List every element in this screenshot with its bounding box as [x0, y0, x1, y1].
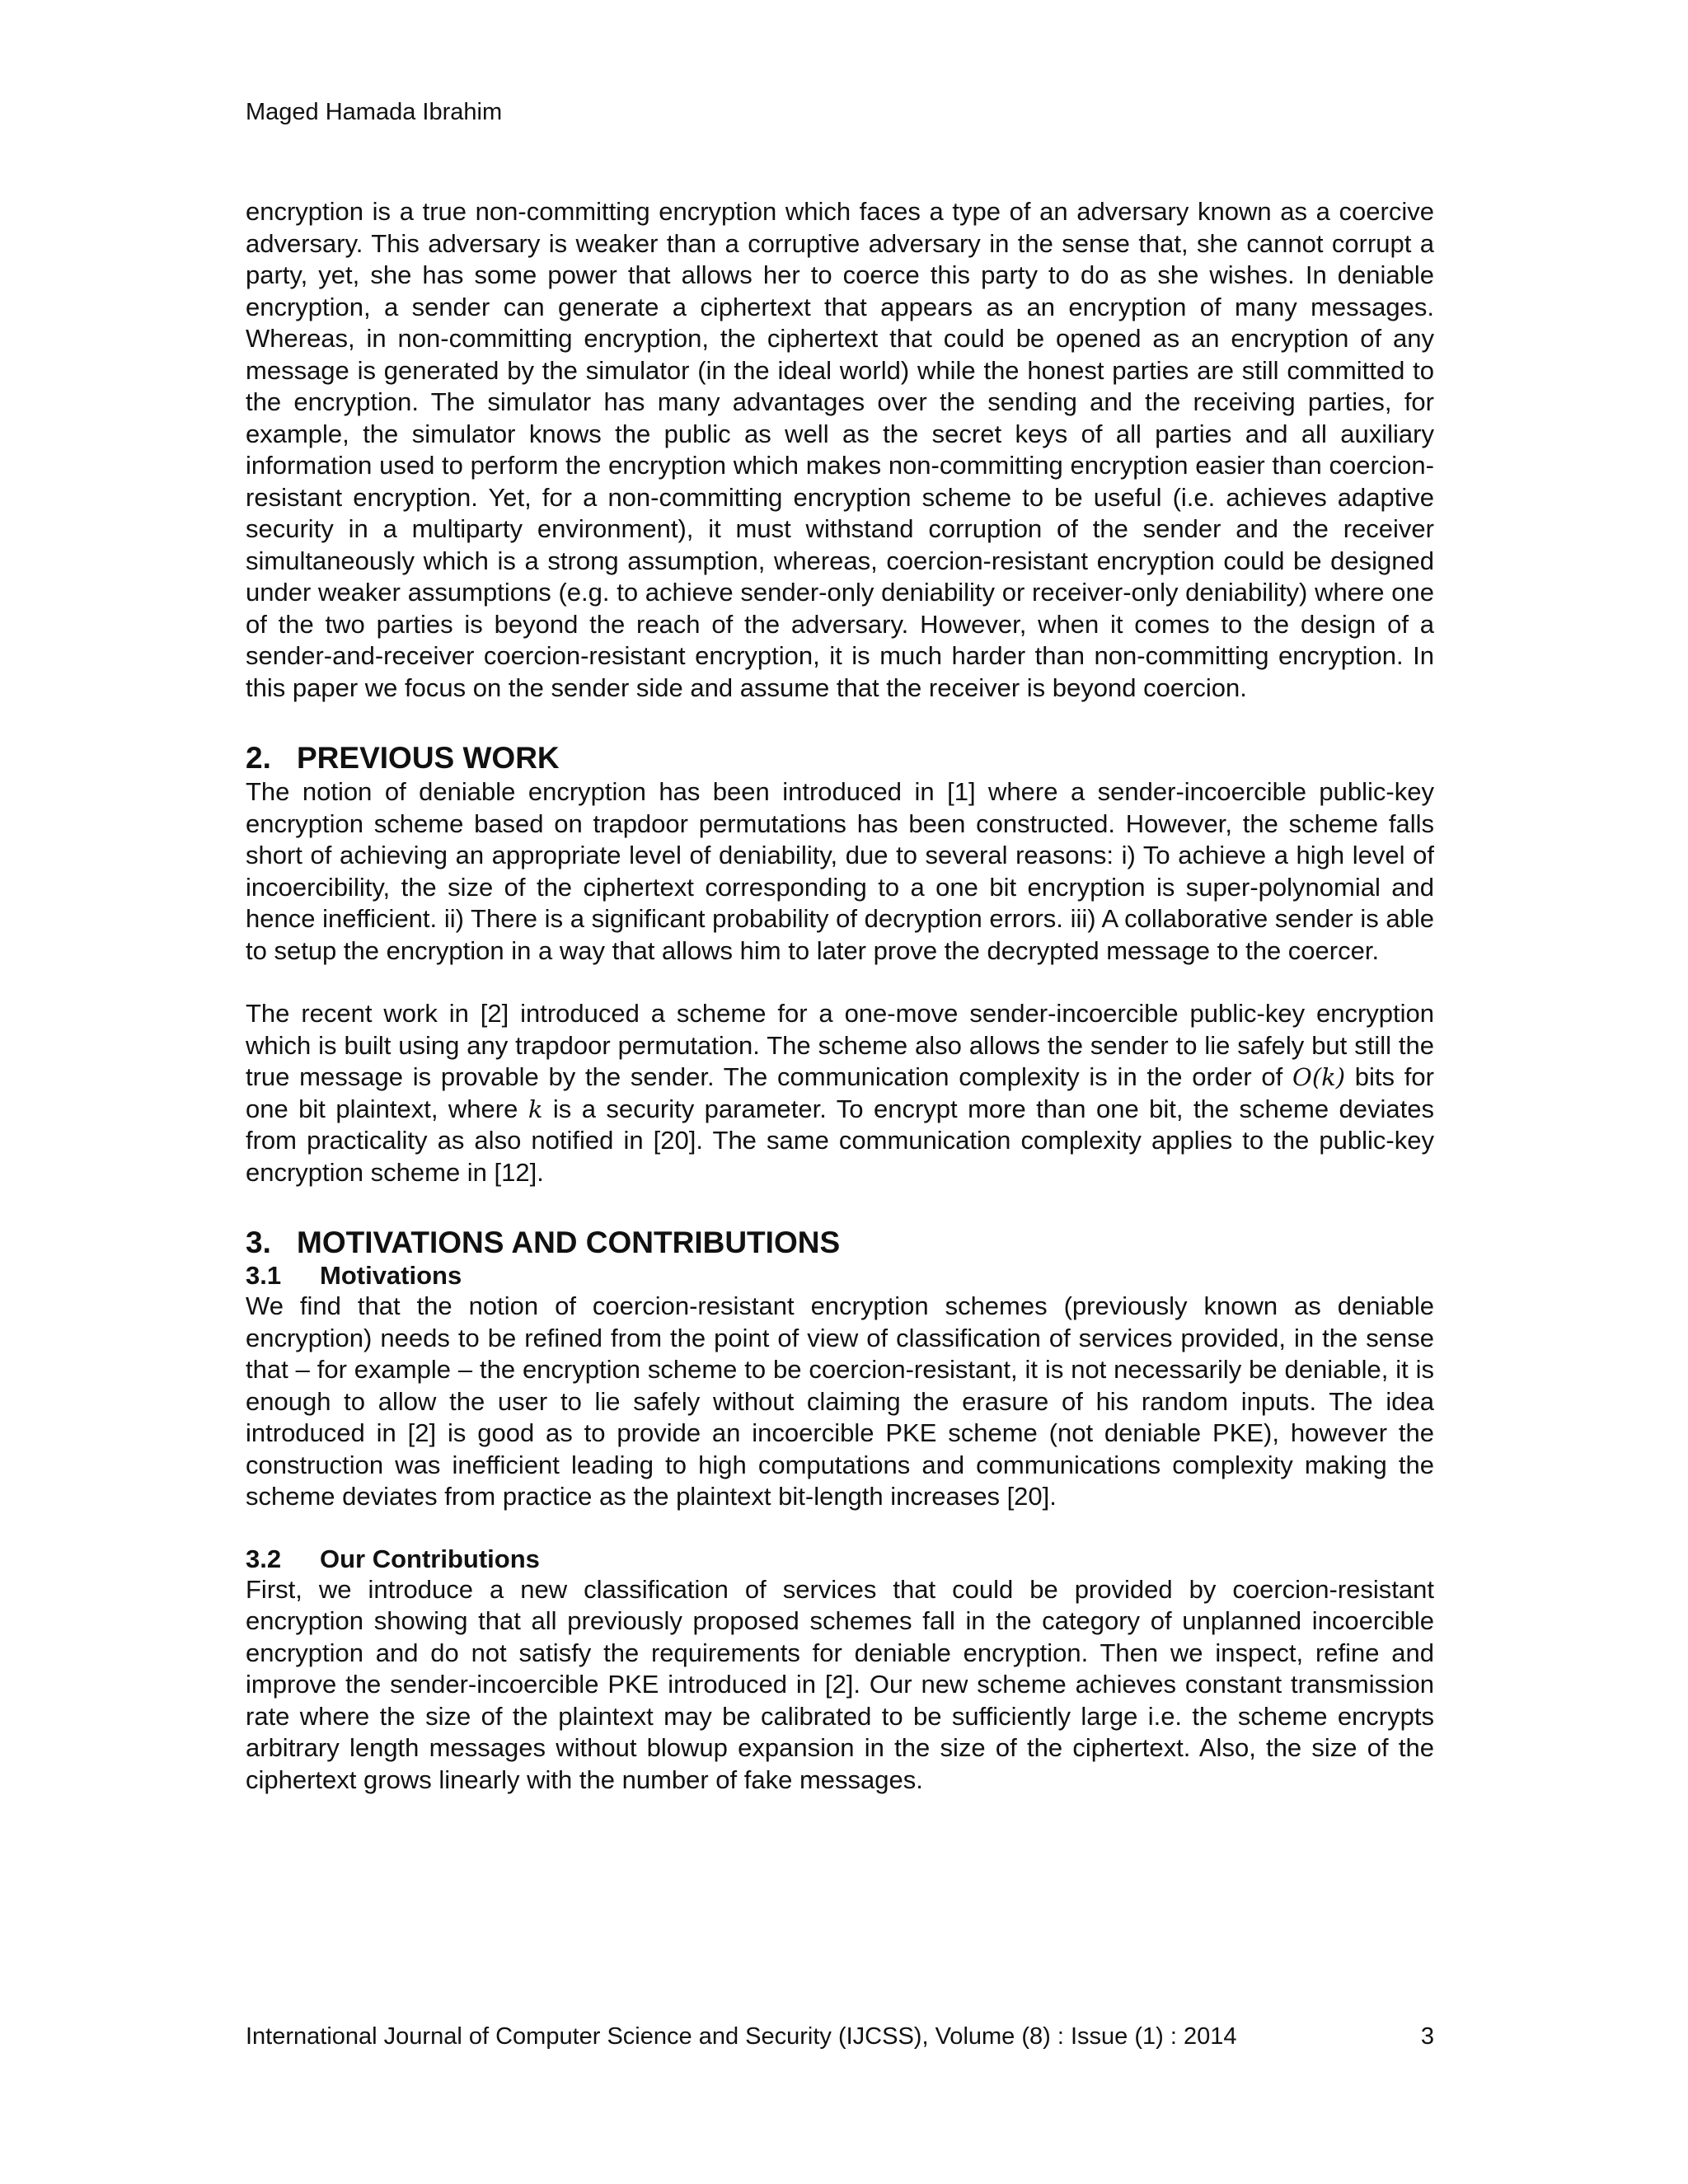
journal-citation: International Journal of Computer Science and Security (IJCSS), Volume (8) : Issue (1) : 2014 — [246, 2023, 1237, 2050]
previous-work-paragraph-2 — [246, 998, 1434, 1188]
math-big-o: O(k) — [1292, 1063, 1346, 1091]
section-heading-motivations-contributions — [246, 1225, 1434, 1261]
section-number: 2. — [246, 741, 271, 775]
running-head-author: Maged Hamada Ibrahim — [246, 99, 503, 125]
subsection-heading-contributions — [246, 1544, 1434, 1574]
body-text — [246, 196, 1434, 1796]
page-footer — [246, 2022, 1434, 2051]
paragraph-text: is a security parameter. To encrypt more than one bit, the scheme deviates from practicality as also notified in [20]. The same communication complexity applies to the public-key encryption scheme in [12]. — [246, 1094, 1434, 1187]
subsection-title: Motivations — [320, 1261, 462, 1290]
math-k: k — [528, 1094, 543, 1123]
paragraph-text: bits for one bit plaintext, where — [246, 1062, 1434, 1123]
section-number: 3. — [246, 1226, 271, 1259]
subsection-heading-motivations — [246, 1261, 1434, 1291]
page-number: 3 — [1420, 2023, 1434, 2050]
intro-paragraph: encryption is a true non-committing encryption which faces a type of an adversary known as a coercive adversary. This adversary is weaker than a corruptive adversary in the sense that, she cannot corrupt a party, yet, she has some power that allows her to coerce this party to do as she wishes. In deniable encryption, a sender can generate a ciphertext that appears as an encryption of many messages. Whereas, in non-committing encryption, the ciphertext that could be opened as an encryption of any message is generated by the simulator (in the ideal world) while the honest parties are still committed to the encryption. The simulator has many advantages over the sending and the receiving parties, for example, the simulator knows the public as well as the secret keys of all parties and all auxiliary information used to perform the encryption which makes non-committing encryption easier than coercion-resistant encryption. Yet, for a non-committing encryption scheme to be useful (i.e. achieves adaptive security in a multiparty environment), it must withstand corruption of the sender and the receiver simultaneously which is a strong assumption, whereas, coercion-resistant encryption could be designed under weaker assumptions (e.g. to achieve sender-only deniability or receiver-only deniability) where one of the two parties is beyond the reach of the adversary. However, when it comes to the design of a sender-and-receiver coercion-resistant encryption, it is much harder than non-committing encryption. In this paper we focus on the sender side and assume that the receiver is beyond coercion. — [246, 197, 1434, 702]
paragraph-text: The recent work in [2] introduced a scheme for a one-move sender-incoercible public-key encryption which is built using any trapdoor permutation. The scheme also allows the sender to lie safely but still the true message is provable by the sender. The communication complexity is in the order of — [246, 999, 1434, 1091]
section-heading-previous-work — [246, 740, 1434, 776]
contributions-paragraph: First, we introduce a new classification of services that could be provided by coercion-resistant encryption showing that all previously proposed schemes fall in the category of unplanned incoercible encryption and do not satisfy the requirements for deniable encryption. Then we inspect, refine and improve the sender-incoercible PKE introduced in [2]. Our new scheme achieves constant transmission rate where the size of the plaintext may be calibrated to be sufficiently large i.e. the scheme encrypts arbitrary length messages without blowup expansion in the size of the ciphertext. Also, the size of the ciphertext grows linearly with the number of fake messages. — [246, 1574, 1434, 1794]
section-title: PREVIOUS WORK — [297, 741, 560, 775]
previous-work-paragraph-1: The notion of deniable encryption has been introduced in [1] where a sender-incoercible public-key encryption scheme based on trapdoor permutations has been constructed. However, the scheme falls short of achieving an appropriate level of deniability, due to several reasons: i) To achieve a high level of incoercibility, the size of the ciphertext corresponding to a one bit encryption is super-polynomial and hence inefficient. ii) There is a significant probability of decryption errors. iii) A collaborative sender is able to setup the encryption in a way that allows him to later prove the decrypted message to the coercer. — [246, 777, 1434, 965]
subsection-number: 3.2 — [246, 1544, 282, 1573]
section-title: MOTIVATIONS AND CONTRIBUTIONS — [297, 1226, 841, 1259]
motivations-paragraph: We find that the notion of coercion-resistant encryption schemes (previously known as deniable encryption) needs to be refined from the point of view of classification of services provided, in the sense that – for example – the encryption scheme to be coercion-resistant, it is not necessarily be deniable, it is enough to allow the user to lie safely without claiming the erasure of his random inputs. The idea introduced in [2] is good as to provide an incoercible PKE scheme (not deniable PKE), however the construction was inefficient leading to high computations and communications complexity making the scheme deviates from practice as the plaintext bit-length increases [20]. — [246, 1291, 1434, 1511]
subsection-title: Our Contributions — [320, 1544, 540, 1573]
subsection-number: 3.1 — [246, 1261, 282, 1290]
